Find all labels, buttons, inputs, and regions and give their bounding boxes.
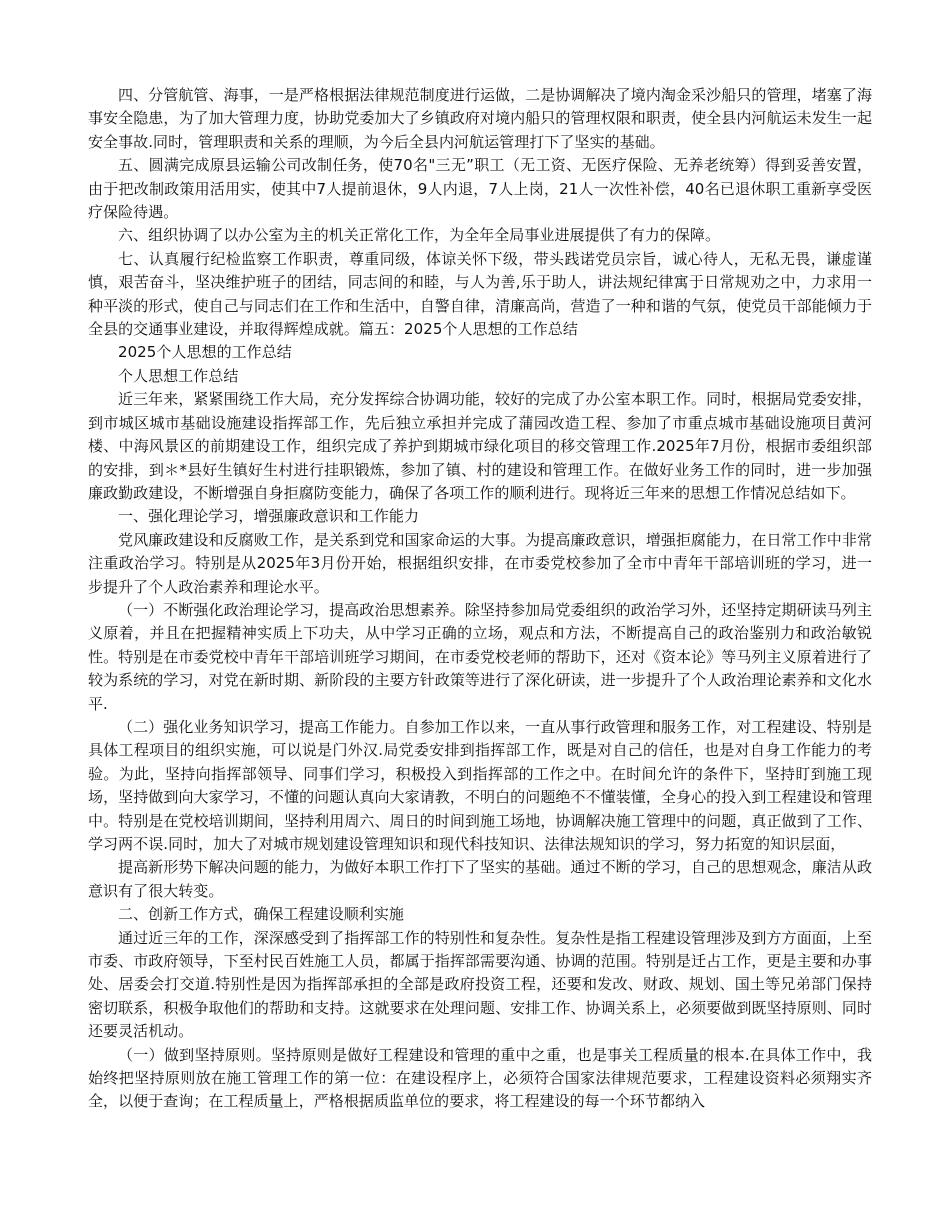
paragraph-5-transport-reform: 五、圆满完成原县运输公司改制任务，使70名"三无”职工（无工资、无医疗保险、无养老统筹）得到妥善安置，由于把改制政策用活用实，使其中7人提前退休，9人内退，7人上岗，21人一次性补偿，40名已退休职工重新享受医疗保险待遇。 xyxy=(88,156,872,222)
heading-1-paragraph: 党风廉政建设和反腐败工作，是关系到党和国家命运的大事。为提高廉政意识，增强拒腐能力，在日常工作中非常注重政治学习。特别是从2025年3月份开始，根据组织安排，在市委党校参加了全市中青年干部培训班的学习，进一步提升了个人政治素养和理论水平。 xyxy=(88,530,872,596)
section-subtitle: 个人思想工作总结 xyxy=(118,366,239,385)
paragraph-6-office: 六、组织协调了以办公室为主的机关正常化工作，为全年全局事业进展提供了有力的保障。 xyxy=(118,226,721,245)
heading-2: 二、创新工作方式，确保工程建设顺利实施 xyxy=(118,905,404,924)
intro-paragraph: 近三年来，紧紧围绕工作大局，充分发挥综合协调功能，较好的完成了办公室本职工作。同时，根据局党委安排，到市城区城市基础设施建设指挥部工作，先后独立承担并完成了蒲园改造工程、参加了市重点城市基础设施项目黄河楼、中海风景区的前期建设工作，组织完成了养护到期城市绿化项目的移交管理工作.2025年7月份，根据市委组织部的安排，到＊*县好生镇好生村进行挂职锻炼，参加了镇、村的建设和管理工作。在做好业务工作的同时，进一步加强廉政勤政建设，不断增强自身拒腐防变能力，确保了各项工作的顺利进行。现将近三年来的思想工作情况总结如下。 xyxy=(88,390,872,502)
document-body xyxy=(88,84,872,1114)
paragraph-7-discipline: 七、认真履行纪检监察工作职责，尊重同级，体谅关怀下级，带头践诺党员宗旨，诚心待人，无私无畏，谦虚谨慎，艰苦奋斗，坚决维护班子的团结，同志间的和睦，与人为善,乐于助人，讲法规纪律寓于日常规劝之中，力求用一种平淡的形式，使自己与同志们在工作和生活中，自警自律，清廉高尚，营造了一种和谐的气氛，使党员干部能倾力于全县的交通事业建设，并取得辉煌成就。篇五：2025个人思想的工作总结 xyxy=(88,249,872,339)
heading-1: 一、强化理论学习，增强廉政意识和工作能力 xyxy=(118,507,420,526)
subheading-1-1: （一）不断强化政治理论学习，提高政治思想素养。除坚持参加局党委组织的政治学习外，还坚持定期研读马列主义原着，并且在把握精神实质上下功夫，从中学习正确的立场，观点和方法，不断提高自己的政治鉴别力和政治敏锐性。特别是在市委党校中青年干部培训班学习期间，在市委党校老师的帮助下，还对《资本论》等马列主义原着进行了较为系统的学习，对党在新时期、新阶段的主要方针政策等进行了深化研读，进一步提升了个人政治理论素养和文化水平. xyxy=(88,600,872,713)
subheading-2-1: （一）做到坚持原则。坚持原则是做好工程建设和管理的重中之重，也是事关工程质量的根本.在具体工作中，我始终把坚持原则放在施工管理工作的第一位：在建设程序上，必须符合国家法律规范要求，工程建设资料必须翔实齐全，以便于查询；在工程质量上，严格根据质监单位的要求，将工程建设的每一个环节都纳入 xyxy=(88,1045,872,1111)
heading-2-paragraph: 通过近三年的工作，深深感受到了指挥部工作的特别性和复杂性。复杂性是指工程建设管理涉及到方方面面，上至市委、市政府领导，下至村民百姓施工人员，都属于指挥部需要沟通、协调的范围。特别是迁占工作，更是主要和办事处、居委会打交道.特别性是因为指挥部承担的全部是政府投资工程，还要和发改、财政、规划、国土等兄弟部门保持密切联系，积极争取他们的帮助和支持。这就要求在处理问题、安排工作、协调关系上，必须要做到既坚持原则、同时还要灵活机动。 xyxy=(88,928,872,1041)
paragraph-4-maritime: 四、分管航管、海事，一是严格根据法律规范制度进行运做，二是协调解决了境内淘金采沙船只的管理，堵塞了海事安全隐患，为了加大管理力度，协助党委加大了乡镇政府对境内船只的管理权限和职责，使全县内河航运未发生一起安全事故.同时，管理职责和关系的理顺，为今后全县内河航运管理打下了坚实的基础。 xyxy=(88,86,872,151)
continuation-paragraph: 提高新形势下解决问题的能力，为做好本职工作打下了坚实的基础。通过不断的学习，自己的思想观念，廉洁从政意识有了很大转变。 xyxy=(88,858,872,900)
section-title: 2025个人思想的工作总结 xyxy=(118,343,292,362)
subheading-1-2: （二）强化业务知识学习，提高工作能力。自参加工作以来，一直从事行政管理和服务工作，对工程建设、特别是具体工程项目的组织实施，可以说是门外汉.局党委安排到指挥部工作，既是对自己的信任，也是对自身工作能力的考验。为此，坚持向指挥部领导、同事们学习，积极投入到指挥部的工作之中。在时间允许的条件下，坚持盯到施工现场，坚持做到向大家学习，不懂的问题认真向大家请教，不明白的问题绝不不懂装懂，全身心的投入到工程建设和管理中。特别是在党校培训期间，坚持利用周六、周日的时间到施工场地，协调解决施工管理中的问题，真正做到了工作、学习两不误.同时，加大了对城市规划建设管理知识和现代科技知识、法律法规知识的学习，努力拓宽的知识层面， xyxy=(88,717,872,853)
